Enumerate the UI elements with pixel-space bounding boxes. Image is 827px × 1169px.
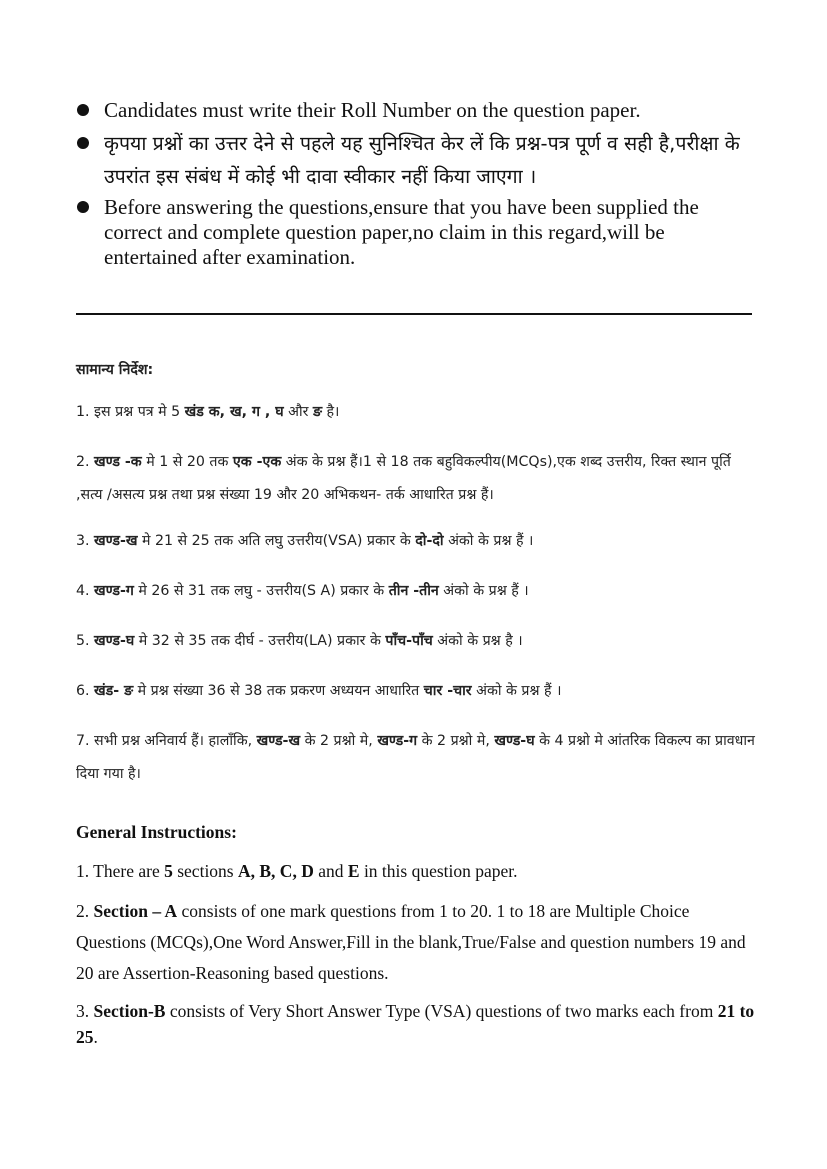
hindi-instruction-item: 1. इस प्रश्न पत्र मे 5 खंड क, ख, ग , घ और ङ है।	[76, 404, 340, 420]
bullet-roll-number	[76, 98, 752, 123]
hindi-instruction-item: 2. खण्ड -क मे 1 से 20 तक एक -एक अंक के प्रश्न हैं।1 से 18 तक बहुविकल्पीय(MCQs),एक शब्द उत्तरीय, रिक्त स्थान पूर्ति ,सत्य /असत्य प्रश्न तथा प्रश्न संख्या 19 और 20 अभिकथन- तर्क आधारित प्रश्न हैं।	[76, 454, 731, 503]
bullet-dot-icon	[77, 137, 89, 149]
hindi-instruction-item: 6. खंड- ङ मे प्रश्न संख्या 36 से 38 तक प्रकरण अध्ययन आधारित चार -चार अंको के प्रश्न हैं ।	[76, 683, 562, 699]
bullet-dot-icon	[77, 104, 89, 116]
bullet-hindi-verify	[76, 127, 752, 193]
hindi-instruction-item: 4. खण्ड-ग मे 26 से 31 तक लघु - उत्तरीय(S A) प्रकार के तीन -तीन अंको के प्रश्न हैं ।	[76, 583, 529, 599]
bullet-verify-paper	[76, 195, 752, 270]
general-instruction-item: 3. Section-B consists of Very Short Answer Type (VSA) questions of two marks each from 21 to 25.	[76, 1001, 755, 1047]
english-general-instructions	[76, 818, 756, 1059]
hindi-general-instructions	[76, 356, 756, 804]
hindi-instruction-item: 5. खण्ड-घ मे 32 से 35 तक दीर्घ - उत्तरीय(LA) प्रकार के पाँच-पाँच अंको के प्रश्न है ।	[76, 633, 523, 649]
bullet-text: कृपया प्रश्नों का उत्तर देने से पहले यह सुनिश्चित केर लें कि प्रश्न-पत्र पूर्ण व सही है,परीक्षा के उपरांत इस संबंध में कोई भी दावा स्वीकार नहीं किया जाएगा ।	[104, 132, 740, 188]
hindi-instructions-heading: सामान्य निर्देश:	[76, 362, 154, 378]
hindi-instruction-item: 7. सभी प्रश्न अनिवार्य हैं। हालाँकि, खण्ड-ख के 2 प्रश्नो मे, खण्ड-ग के 2 प्रश्नो मे, खण्ड-घ के 4 प्रश्नो मे आंतरिक विकल्प का प्रावधान दिया गया है।	[76, 733, 755, 782]
candidate-notes	[76, 98, 752, 274]
bullet-text: Candidates must write their Roll Number on the question paper.	[104, 98, 641, 122]
bullet-text: Before answering the questions,ensure that you have been supplied the correct and complete question paper,no claim in this regard,will be entertained after examination.	[104, 195, 699, 269]
general-instruction-item: 2. Section – A consists of one mark questions from 1 to 20. 1 to 18 are Multiple Choice Questions (MCQs),One Word Answer,Fill in the blank,True/False and question numbers 19 and 20 are Assertion-Reasoning based questions.	[76, 901, 746, 983]
general-instruction-item: 1. There are 5 sections A, B, C, D and E in this question paper.	[76, 861, 518, 881]
general-instructions-heading: General Instructions:	[76, 822, 237, 842]
horizontal-divider	[76, 313, 752, 315]
hindi-instruction-item: 3. खण्ड-ख मे 21 से 25 तक अति लघु उत्तरीय(VSA) प्रकार के दो-दो अंको के प्रश्न हैं ।	[76, 533, 534, 549]
bullet-dot-icon	[77, 201, 89, 213]
